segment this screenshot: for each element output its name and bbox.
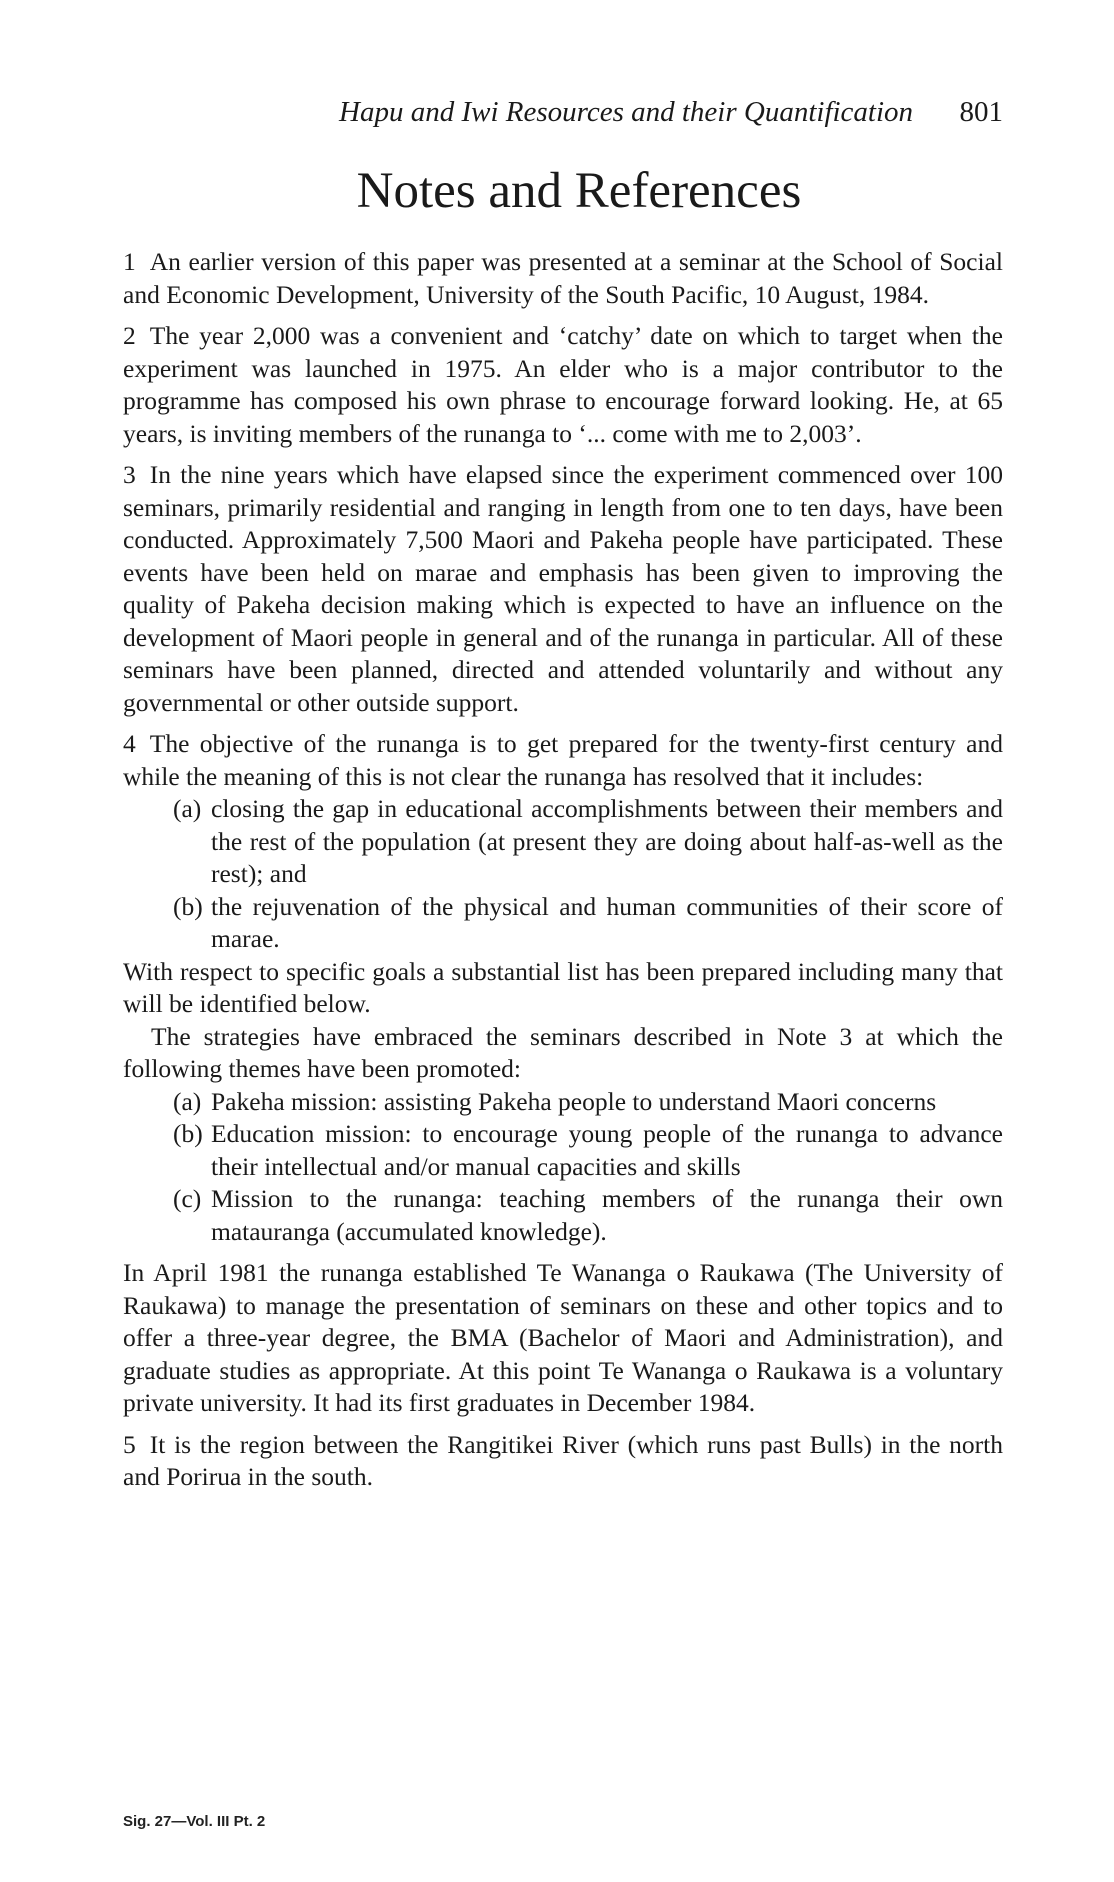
- note-number: 3: [123, 460, 136, 489]
- note-2: [123, 320, 1003, 450]
- list-text: closing the gap in educational accomplishments between their members and the rest of the population (at present they are doing about half-as-well as the rest); and: [211, 794, 1003, 888]
- notes-body: [123, 246, 1003, 1503]
- list-label: (b): [173, 1119, 203, 1148]
- note-4: [123, 728, 1003, 1420]
- note-number: 4: [123, 729, 136, 758]
- note-text: The year 2,000 was a convenient and ‘catchy’ date on which to target when the experiment was launched in 1975. An elder who is a major contributor to the programme has composed his own phrase to encourage forward looking. He, at 65 years, is inviting members of the runanga to ‘... come with me to 2,003’.: [123, 321, 1003, 448]
- page-title: Notes and References: [356, 163, 802, 219]
- list-text: Education mission: to encourage young people of the runanga to advance their intellectual and/or manual capacities and skills: [211, 1119, 1003, 1181]
- list-label: (c): [173, 1184, 202, 1213]
- list-item: [123, 1118, 1003, 1183]
- list-text: the rejuvenation of the physical and human communities of their score of marae.: [211, 891, 1003, 953]
- list-item: [123, 1183, 1003, 1248]
- list-text: Pakeha mission: assisting Pakeha people to understand Maori concerns: [211, 1086, 937, 1116]
- signature-mark: Sig. 27—Vol. III Pt. 2: [123, 1813, 266, 1830]
- running-title: Hapu and Iwi Resources and their Quantification: [339, 96, 914, 128]
- note-text: In the nine years which have elapsed since the experiment commenced over 100 seminars, primarily residential and ranging in length from one to ten days, have been conducted. Approximately 7,500 Maori and Pakeha people have participated. These events have been held on marae and emphasis has been given to improving the quality of Pakeha decision making which is expected to have an influence on the development of Maori people in general and of the runanga in particular. All of these seminars have been planned, directed and attended voluntarily and without any governmental or other outside support.: [123, 460, 1003, 717]
- strategies-paragraph: The strategies have embraced the seminars described in Note 3 at which the following themes have been promoted:: [123, 1021, 1003, 1083]
- note-number: 1: [123, 247, 136, 276]
- note-text: The objective of the runanga is to get prepared for the twenty-first century and while the meaning of this is not clear the runanga has resolved that it includes:: [123, 729, 1003, 791]
- april-paragraph: In April 1981 the runanga established Te Wananga o Raukawa (The University of Raukawa) to manage the presentation of seminars on these and other topics and to offer a three-year degree, the BMA (Bachelor of Maori and Administration), and graduate studies as appropriate. At this point Te Wananga o Raukawa is a voluntary private university. It had its first graduates in December 1984.: [123, 1258, 1003, 1417]
- goals-paragraph: With respect to specific goals a substantial list has been prepared including many that will be identified below.: [123, 956, 1003, 1018]
- list-label: (b): [173, 891, 203, 921]
- list-text: Mission to the runanga: teaching members of the runanga their own matauranga (accumulated knowledge).: [211, 1184, 1003, 1246]
- list-label: (a): [173, 1086, 202, 1116]
- list-item: [123, 891, 1003, 956]
- running-head: [339, 92, 1011, 132]
- note-text: It is the region between the Rangitikei River (which runs past Bulls) in the north and Porirua in the south.: [123, 1429, 1003, 1491]
- note-5: [123, 1429, 1003, 1494]
- note-4-intro: [123, 728, 1003, 793]
- list-label: (a): [173, 794, 202, 823]
- note-3: [123, 459, 1003, 719]
- note-number: 5: [123, 1429, 136, 1459]
- note-text: An earlier version of this paper was presented at a seminar at the School of Social and Economic Development, University of the South Pacific, 10 August, 1984.: [123, 247, 1003, 309]
- note-1: [123, 246, 1003, 311]
- page-number: 801: [959, 96, 1003, 128]
- note-number: 2: [123, 321, 136, 350]
- list-item: [123, 793, 1003, 891]
- list-item: [123, 1086, 1003, 1119]
